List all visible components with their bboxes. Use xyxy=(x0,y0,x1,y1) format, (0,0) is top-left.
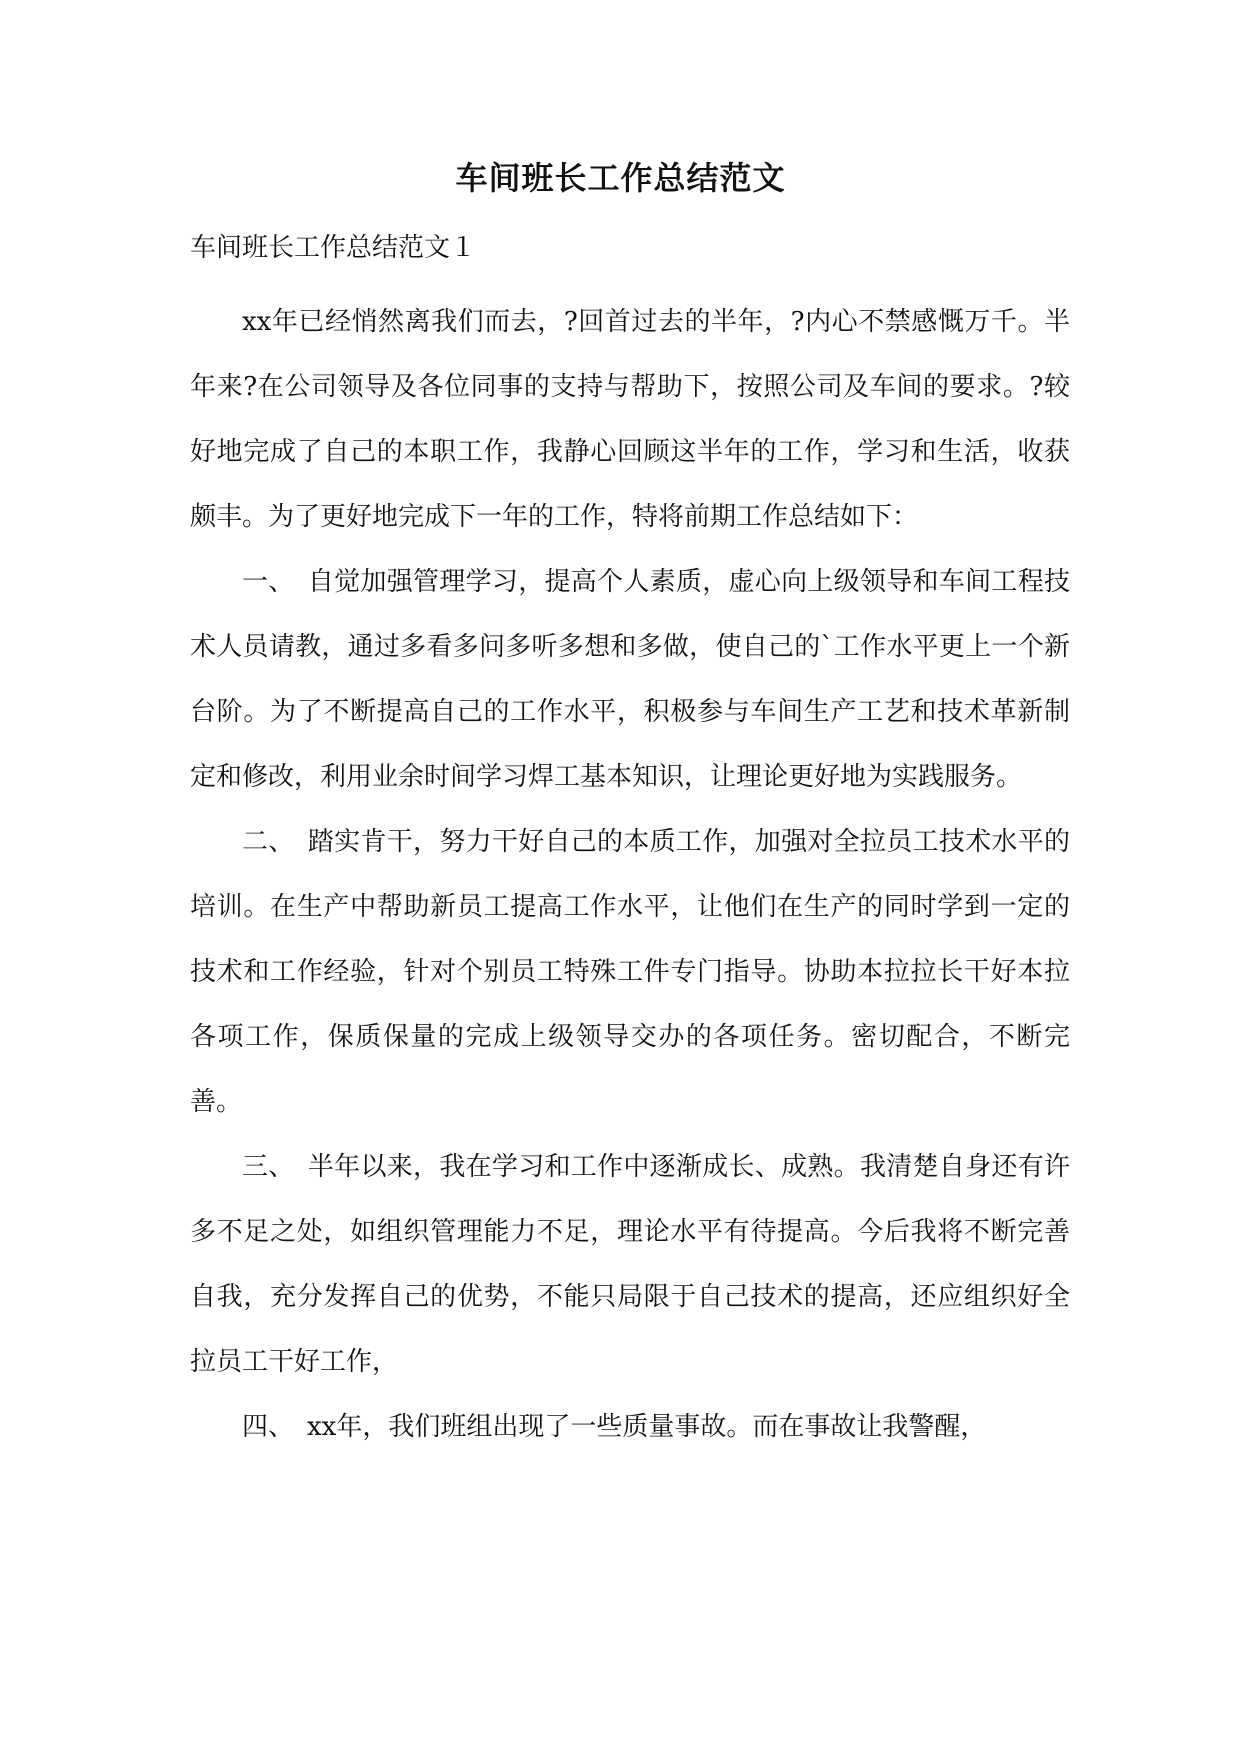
paragraph-one: 一、 自觉加强管理学习，提高个人素质，虚心向上级领导和车间工程技术人员请教，通过多看多问多听多想和多做，使自己的`工作水平更上一个新台阶。为了不断提高自己的工作水平，积极参与车间生产工艺和技术革新制定和修改，利用业余时间学习焊工基本知识，让理论更好地为实践服务。 xyxy=(190,567,1070,792)
paragraph-four: 四、 xx年，我们班组出现了一些质量事故。而在事故让我警醒， xyxy=(242,1412,987,1442)
document-body xyxy=(190,290,1070,1460)
document-title: 车间班长工作总结范文 xyxy=(455,159,786,197)
paragraph-two: 二、 踏实肯干，努力干好自己的本质工作，加强对全拉员工技术水平的培训。在生产中帮助新员工提高工作水平，让他们在生产的同时学到一定的技术和工作经验，针对个别员工特殊工件专门指导。协助本拉拉长干好本拉各项工作，保质保量的完成上级领导交办的各项任务。密切配合，不断完善。 xyxy=(190,827,1070,1117)
paragraph-intro: xx年已经悄然离我们而去，?回首过去的半年，?内心不禁感慨万千。半年来?在公司领导及各位同事的支持与帮助下，按照公司及车间的要求。?较好地完成了自己的本职工作，我静心回顾这半年的工作，学习和生活，收获颇丰。为了更好地完成下一年的工作，特将前期工作总结如下： xyxy=(190,307,1070,532)
paragraph-three: 三、 半年以来，我在学习和工作中逐渐成长、成熟。我清楚自身还有许多不足之处，如组织管理能力不足，理论水平有待提高。今后我将不断完善自我，充分发挥自己的优势，不能只局限于自己技术的提高，还应组织好全拉员工干好工作， xyxy=(190,1152,1070,1377)
document-subtitle: 车间班长工作总结范文１ xyxy=(190,233,477,263)
